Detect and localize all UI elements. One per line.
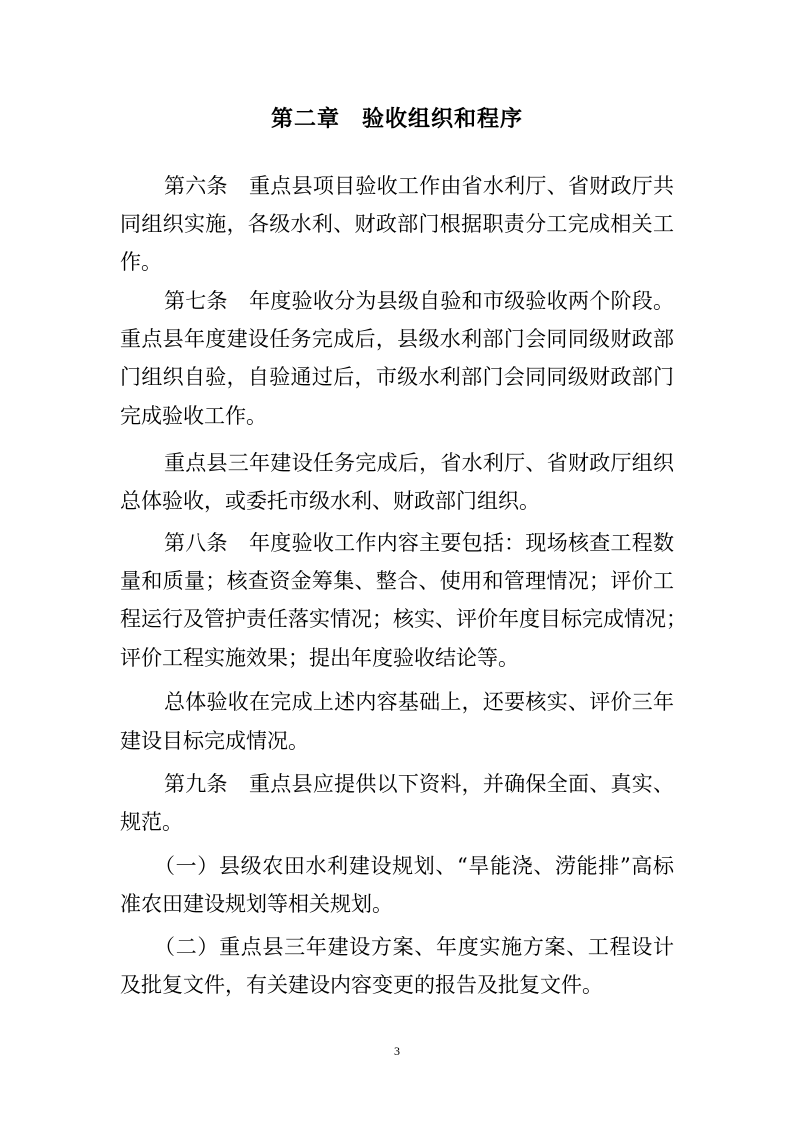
body-line: 第八条 年度验收工作内容主要包括：现场核查工程数: [164, 531, 674, 555]
body-line: 作。: [120, 250, 162, 274]
body-line: 总体验收在完成上述内容基础上，还要核实、评价三年: [164, 690, 674, 714]
body-line: 评价工程实施效果；提出年度验收结论等。: [120, 646, 519, 670]
body-line: 第九条 重点县应提供以下资料，并确保全面、真实、: [164, 772, 674, 796]
body-line: 完成验收工作。: [120, 404, 267, 428]
body-line: （二）重点县三年建设方案、年度实施方案、工程设计: [154, 935, 674, 959]
body-line: 第七条 年度验收分为县级自验和市级验收两个阶段。: [164, 289, 674, 313]
body-line: 重点县年度建设任务完成后，县级水利部门会同同级财政部: [120, 327, 674, 351]
body-line: 建设目标完成情况。: [120, 729, 309, 753]
body-line: 准农田建设规划等相关规划。: [120, 892, 393, 916]
body-line: 门组织自验，自验通过后，市级水利部门会同同级财政部门: [120, 365, 674, 389]
body-line: 重点县三年建设任务完成后，省水利厅、省财政厅组织: [164, 451, 674, 475]
body-line: 量和质量；核查资金筹集、整合、使用和管理情况；评价工: [120, 569, 674, 593]
body-line: 同组织实施，各级水利、财政部门根据职责分工完成相关工: [120, 212, 674, 236]
chapter-label: 第二章: [270, 106, 340, 132]
body-line: 总体验收，或委托市级水利、财政部门组织。: [120, 489, 540, 513]
chapter-heading: [0, 104, 794, 134]
body-line: 第六条 重点县项目验收工作由省水利厅、省财政厅共: [164, 174, 674, 198]
body-line: 及批复文件，有关建设内容变更的报告及批复文件。: [120, 973, 603, 997]
body-line: 程运行及管护责任落实情况；核实、评价年度目标完成情况；: [120, 607, 687, 631]
chapter-title-text: 验收组织和程序: [362, 106, 524, 132]
page-number: 3: [394, 1044, 400, 1058]
body-line: 规范。: [120, 810, 183, 834]
body-line: （一）县级农田水利建设规划、“旱能浇、涝能排”高标: [154, 854, 674, 878]
